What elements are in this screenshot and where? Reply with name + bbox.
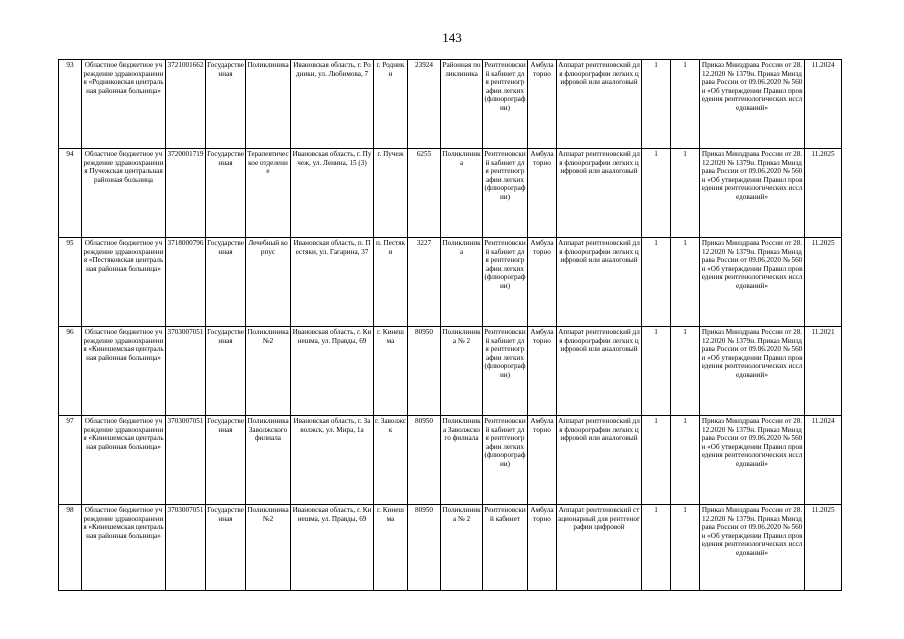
quantity-1: 1 [642,60,671,149]
ownership-form: Государственная [206,505,246,591]
quantity-2: 1 [671,327,700,416]
quantity-2: 1 [671,238,700,327]
row-number: 97 [59,416,82,505]
quantity-1: 1 [642,505,671,591]
care-form: Амбулаторно [528,505,557,591]
regulation-order: Приказ Минздрава России от 28.12.2020 № 1379н. Приказ Минздрава России от 09.06.2020 № 560н «Об утверждении Правил проведения рентгенологических исследований» [700,149,805,238]
unit: Поликлиника № 2 [441,327,483,416]
code: 3227 [408,238,441,327]
care-form: Амбулаторно [528,60,557,149]
room: Рентгеновский кабинет для рентгенографии легких (флюорографии) [483,238,528,327]
equipment: Аппарат рентгеновский стационарный для рентгенографии цифровой [557,505,642,591]
code: 80950 [408,416,441,505]
quantity-1: 1 [642,149,671,238]
row-number: 95 [59,238,82,327]
quantity-2: 1 [671,149,700,238]
locality: г. Кинешма [374,327,408,416]
row-number: 98 [59,505,82,591]
code: 23924 [408,60,441,149]
ownership-form: Государственная [206,416,246,505]
organization-name: Областное бюджетное учреждение здравоохранения «Кинешемская центральная районная больница» [82,416,166,505]
ownership-form: Государственная [206,327,246,416]
unit: Поликлиника Заволжского филиала [441,416,483,505]
date: 11.2024 [805,60,842,149]
ownership-form: Государственная [206,149,246,238]
care-form: Амбулаторно [528,149,557,238]
date: 11.2021 [805,327,842,416]
division: Поликлиника №2 [246,505,291,591]
code: 80950 [408,327,441,416]
regulation-order: Приказ Минздрава России от 28.12.2020 № 1379н. Приказ Минздрава России от 09.06.2020 № 560н «Об утверждении Правил проведения рентгенологических исследований» [700,416,805,505]
regulation-order: Приказ Минздрава России от 28.12.2020 № 1379н. Приказ Минздрава России от 09.06.2020 № 560н «Об утверждении Правил проведения рентгенологических исследований» [700,327,805,416]
equipment: Аппарат рентгеновский для флюорографии легких цифровой или аналоговый [557,149,642,238]
room: Рентгеновский кабинет для рентгенографии легких (флюорографии) [483,416,528,505]
table-row [59,60,842,149]
regulation-order: Приказ Минздрава России от 28.12.2020 № 1379н. Приказ Минздрава России от 09.06.2020 № 560н «Об утверждении Правил проведения рентгенологических исследований» [700,60,805,149]
locality: г. Родники [374,60,408,149]
inn: 3703007051 [166,505,206,591]
organization-name: Областное бюджетное учреждение здравоохранения «Кинешемская центральная районная больница» [82,505,166,591]
code: 80950 [408,505,441,591]
equipment: Аппарат рентгеновский для флюорографии легких цифровой или аналоговый [557,60,642,149]
equipment: Аппарат рентгеновский для флюорографии легких цифровой или аналоговый [557,416,642,505]
unit: Поликлиника [441,149,483,238]
address: Ивановская область, г. Заволжск, ул. Мира, 1а [291,416,374,505]
organization-name: Областное бюджетное учреждение здравоохранения Пучежская центральная районная больница [82,149,166,238]
quantity-2: 1 [671,416,700,505]
equipment: Аппарат рентгеновский для флюорографии легких цифровой или аналоговый [557,238,642,327]
division: Поликлиника [246,60,291,149]
unit: Районная поликлиника [441,60,483,149]
organization-name: Областное бюджетное учреждение здравоохранения «Кинешемская центральная районная больница» [82,327,166,416]
address: Ивановская область, г. Пучеж, ул. Ленина, 15 (3) [291,149,374,238]
care-form: Амбулаторно [528,416,557,505]
division: Лечебный корпус [246,238,291,327]
address: Ивановская область, г. Кинешма, ул. Правды, 69 [291,505,374,591]
ownership-form: Государственная [206,238,246,327]
inn: 3721001662 [166,60,206,149]
inn: 3703007051 [166,416,206,505]
table-row [59,327,842,416]
unit: Поликлиника № 2 [441,505,483,591]
regulation-order: Приказ Минздрава России от 28.12.2020 № 1379н. Приказ Минздрава России от 09.06.2020 № 560н «Об утверждении Правил проведения рентгенологических исследований» [700,238,805,327]
division: Терапевтическое отделение [246,149,291,238]
division: Поликлиника №2 [246,327,291,416]
inn: 3720001719 [166,149,206,238]
quantity-1: 1 [642,416,671,505]
row-number: 96 [59,327,82,416]
address: Ивановская область, г. Кинешма, ул. Правды, 69 [291,327,374,416]
row-number: 94 [59,149,82,238]
locality: г. Кинешма [374,505,408,591]
room: Рентгеновский кабинет для рентгенографии легких (флюорографии) [483,60,528,149]
room: Рентгеновский кабинет [483,505,528,591]
organization-name: Областное бюджетное учреждение здравоохранения «Родниковская центральная районная больница» [82,60,166,149]
address: Ивановская область, п. Пестяки, ул. Гагарина, 37 [291,238,374,327]
registry-table [58,59,842,591]
locality: г. Заволжск [374,416,408,505]
regulation-order: Приказ Минздрава России от 28.12.2020 № 1379н. Приказ Минздрава России от 09.06.2020 № 560н «Об утверждении Правил проведения рентгенологических исследований» [700,505,805,591]
division: Поликлиника Заволжского филиала [246,416,291,505]
code: 6255 [408,149,441,238]
unit: Поликлиника [441,238,483,327]
organization-name: Областное бюджетное учреждение здравоохранения «Пестяковская центральная районная больница» [82,238,166,327]
table-row [59,149,842,238]
page-number: 143 [442,30,462,45]
inn: 3718000796 [166,238,206,327]
quantity-1: 1 [642,238,671,327]
table-row [59,238,842,327]
care-form: Амбулаторно [528,327,557,416]
equipment: Аппарат рентгеновский для флюорографии легких цифровой или аналоговый [557,327,642,416]
quantity-2: 1 [671,60,700,149]
ownership-form: Государственная [206,60,246,149]
date: 11.2025 [805,149,842,238]
table-row [59,505,842,591]
room: Рентгеновский кабинет для рентгенографии легких (флюорографии) [483,149,528,238]
date: 11.2025 [805,238,842,327]
locality: г. Пучеж [374,149,408,238]
room: Рентгеновский кабинет для рентгенографии легких (флюорографии) [483,327,528,416]
inn: 3703007051 [166,327,206,416]
quantity-2: 1 [671,505,700,591]
table-row [59,416,842,505]
row-number: 93 [59,60,82,149]
quantity-1: 1 [642,327,671,416]
date: 11.2024 [805,416,842,505]
care-form: Амбулаторно [528,238,557,327]
address: Ивановская область, г. Родники, ул. Любимова, 7 [291,60,374,149]
locality: п. Пестяки [374,238,408,327]
date: 11.2025 [805,505,842,591]
